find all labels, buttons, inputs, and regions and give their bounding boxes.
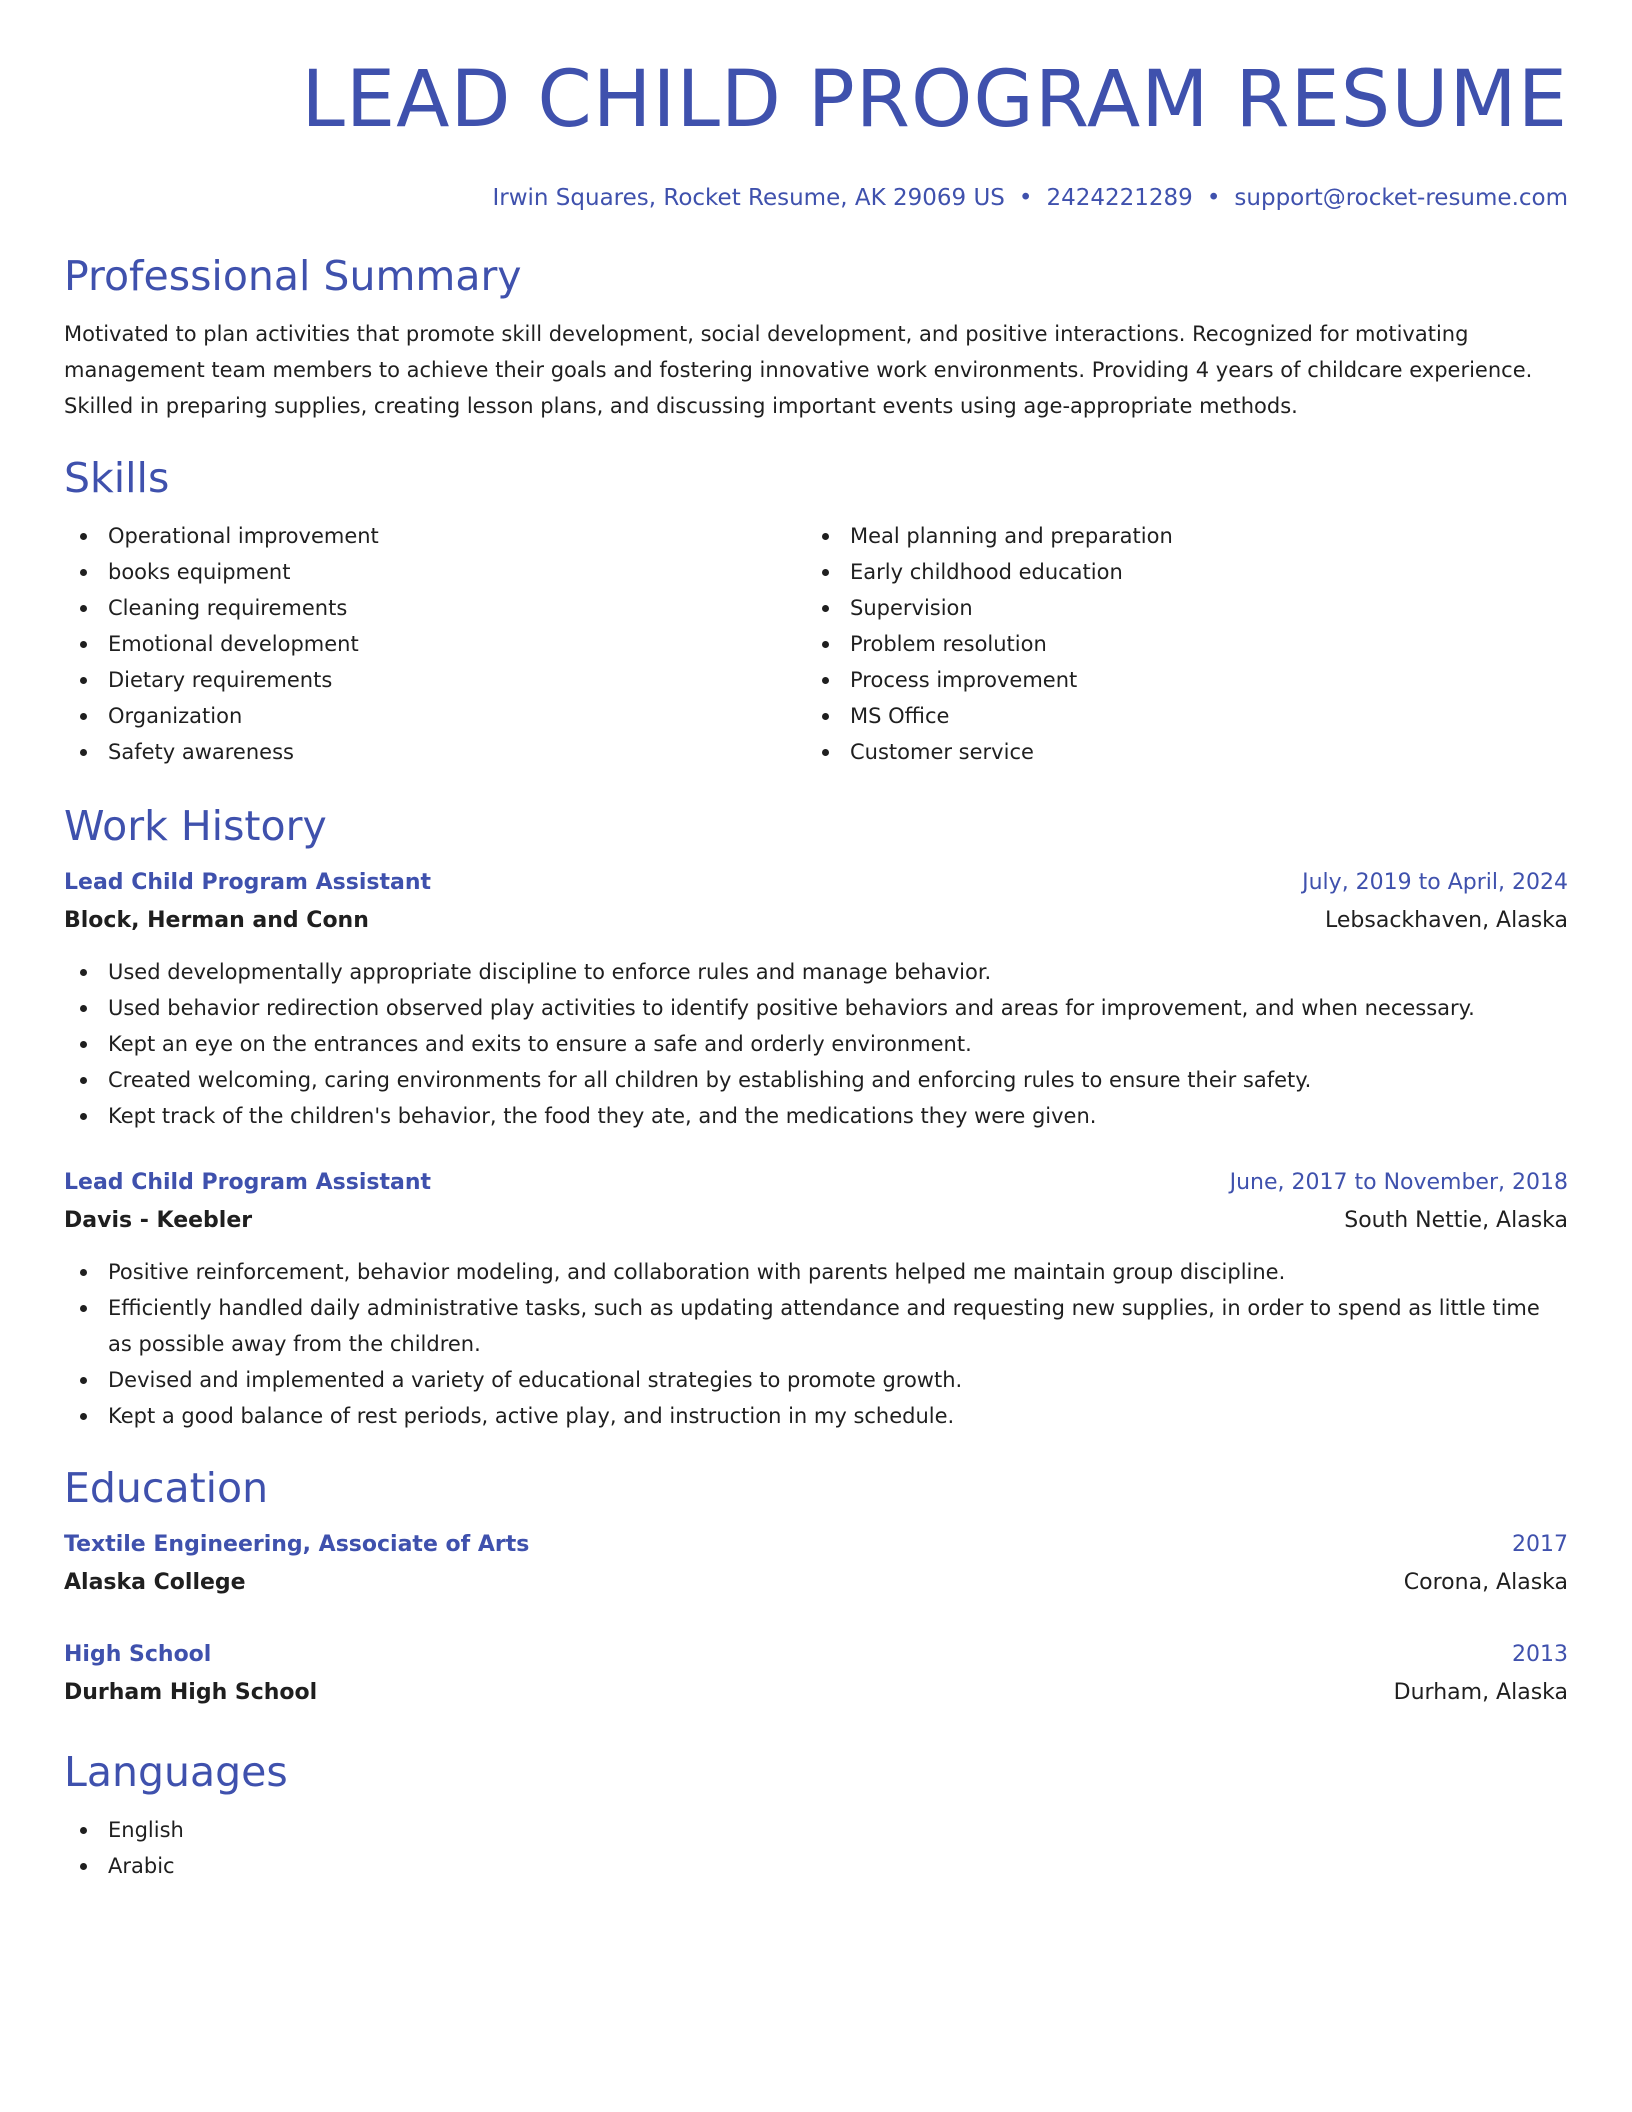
job-duty-item: Created welcoming, caring environments for all children by establishing and enforcing rules to ensure their safety. — [64, 1062, 1568, 1098]
job-entry — [64, 864, 1568, 1134]
job-duty-item: Used developmentally appropriate discipline to enforce rules and manage behavior. — [64, 954, 1568, 990]
contact-separator: • — [1018, 185, 1033, 211]
bullet-icon — [822, 533, 829, 540]
language-item: English — [64, 1812, 1568, 1848]
job-dates: July, 2019 to April, 2024 — [1302, 870, 1568, 895]
bullet-icon — [80, 641, 87, 648]
education-school: Alaska College — [64, 1570, 246, 1595]
job-duty-item: Positive reinforcement, behavior modeling, and collaboration with parents helped me maintain group discipline. — [64, 1254, 1568, 1290]
job-duty-item: Used behavior redirection observed play activities to identify positive behaviors and areas for improvement, and when necessary. — [64, 990, 1568, 1026]
skills-list-right — [806, 518, 1548, 770]
education-section — [64, 1462, 1568, 1712]
resume-title: LEAD CHILD PROGRAM RESUME — [301, 55, 1568, 145]
skill-item: Meal planning and preparation — [806, 518, 1548, 554]
summary-heading: Professional Summary — [64, 252, 522, 300]
skill-item: MS Office — [806, 698, 1548, 734]
bullet-icon — [822, 641, 829, 648]
job-duties-list — [64, 1254, 1568, 1434]
bullet-icon — [822, 569, 829, 576]
bullet-icon — [80, 1413, 87, 1420]
bullet-icon — [80, 969, 87, 976]
bullet-icon — [80, 1377, 87, 1384]
bullet-icon — [80, 713, 87, 720]
contact-address: Irwin Squares, Rocket Resume, AK 29069 US — [492, 185, 1005, 211]
skills-list-left — [64, 518, 806, 770]
bullet-icon — [822, 713, 829, 720]
bullet-icon — [80, 1863, 87, 1870]
education-heading: Education — [64, 1464, 269, 1512]
skill-item: books equipment — [64, 554, 806, 590]
skills-column-left — [64, 518, 806, 770]
language-item: Arabic — [64, 1848, 1568, 1884]
job-duty-item: Kept a good balance of rest periods, active play, and instruction in my schedule. — [64, 1398, 1568, 1434]
bullet-icon — [80, 1305, 87, 1312]
education-entry — [64, 1526, 1568, 1602]
job-duty-item: Devised and implemented a variety of educational strategies to promote growth. — [64, 1362, 1568, 1398]
skills-column-right — [806, 518, 1548, 770]
education-entry — [64, 1636, 1568, 1712]
bullet-icon — [80, 749, 87, 756]
education-year: 2017 — [1512, 1532, 1568, 1557]
contact-phone: 2424221289 — [1046, 185, 1193, 211]
job-duty-item: Kept an eye on the entrances and exits to ensure a safe and orderly environment. — [64, 1026, 1568, 1062]
bullet-icon — [80, 1827, 87, 1834]
job-entry — [64, 1164, 1568, 1434]
bullet-icon — [80, 1041, 87, 1048]
summary-text: Motivated to plan activities that promote skill development, social development, and positive interactions. Recognized for motivating management team members to achieve their goals and fostering innovative work environments. Providing 4 years of childcare experience. Skilled in preparing supplies, creating lesson plans, and discussing important events using age-appropriate methods. — [64, 322, 1533, 418]
education-degree: Textile Engineering, Associate of Arts — [64, 1532, 530, 1557]
skill-item: Cleaning requirements — [64, 590, 806, 626]
job-title: Lead Child Program Assistant — [64, 870, 431, 895]
bullet-icon — [80, 1113, 87, 1120]
education-location: Corona, Alaska — [1403, 1570, 1568, 1595]
bullet-icon — [80, 605, 87, 612]
bullet-icon — [822, 749, 829, 756]
skill-item: Operational improvement — [64, 518, 806, 554]
skill-item: Safety awareness — [64, 734, 806, 770]
bullet-icon — [80, 533, 87, 540]
bullet-icon — [80, 1269, 87, 1276]
summary-section — [64, 250, 1568, 424]
languages-list — [64, 1812, 1568, 1884]
bullet-icon — [80, 1005, 87, 1012]
job-company: Block, Herman and Conn — [64, 908, 369, 933]
job-duty-item: Kept track of the children's behavior, the food they ate, and the medications they were given. — [64, 1098, 1568, 1134]
job-location: Lebsackhaven, Alaska — [1325, 908, 1568, 933]
skills-columns — [64, 518, 1568, 770]
skill-item: Emotional development — [64, 626, 806, 662]
education-school: Durham High School — [64, 1680, 318, 1705]
skill-item: Organization — [64, 698, 806, 734]
contact-email: support@rocket-resume.com — [1234, 185, 1568, 211]
job-duties-list — [64, 954, 1568, 1134]
work-history-heading: Work History — [64, 802, 327, 850]
skills-section — [64, 452, 1568, 770]
contact-line — [64, 182, 1568, 214]
bullet-icon — [80, 677, 87, 684]
skill-item: Customer service — [806, 734, 1548, 770]
skills-heading: Skills — [64, 454, 170, 502]
contact-separator: • — [1206, 185, 1221, 211]
skill-item: Process improvement — [806, 662, 1548, 698]
bullet-icon — [80, 569, 87, 576]
bullet-icon — [80, 1077, 87, 1084]
education-location: Durham, Alaska — [1393, 1680, 1568, 1705]
languages-section — [64, 1746, 1568, 1884]
job-duty-item: Efficiently handled daily administrative tasks, such as updating attendance and requesting new supplies, in order to spend as little time as possible away from the children. — [64, 1290, 1568, 1362]
bullet-icon — [822, 605, 829, 612]
job-location: South Nettie, Alaska — [1344, 1208, 1568, 1233]
skill-item: Supervision — [806, 590, 1548, 626]
languages-heading: Languages — [64, 1748, 288, 1796]
job-title: Lead Child Program Assistant — [64, 1170, 431, 1195]
education-year: 2013 — [1512, 1642, 1568, 1667]
skill-item: Dietary requirements — [64, 662, 806, 698]
education-degree: High School — [64, 1642, 212, 1667]
bullet-icon — [822, 677, 829, 684]
job-dates: June, 2017 to November, 2018 — [1229, 1170, 1568, 1195]
skill-item: Problem resolution — [806, 626, 1548, 662]
resume-page — [64, 48, 1568, 1884]
job-company: Davis - Keebler — [64, 1208, 253, 1233]
skill-item: Early childhood education — [806, 554, 1548, 590]
work-history-section — [64, 800, 1568, 1434]
